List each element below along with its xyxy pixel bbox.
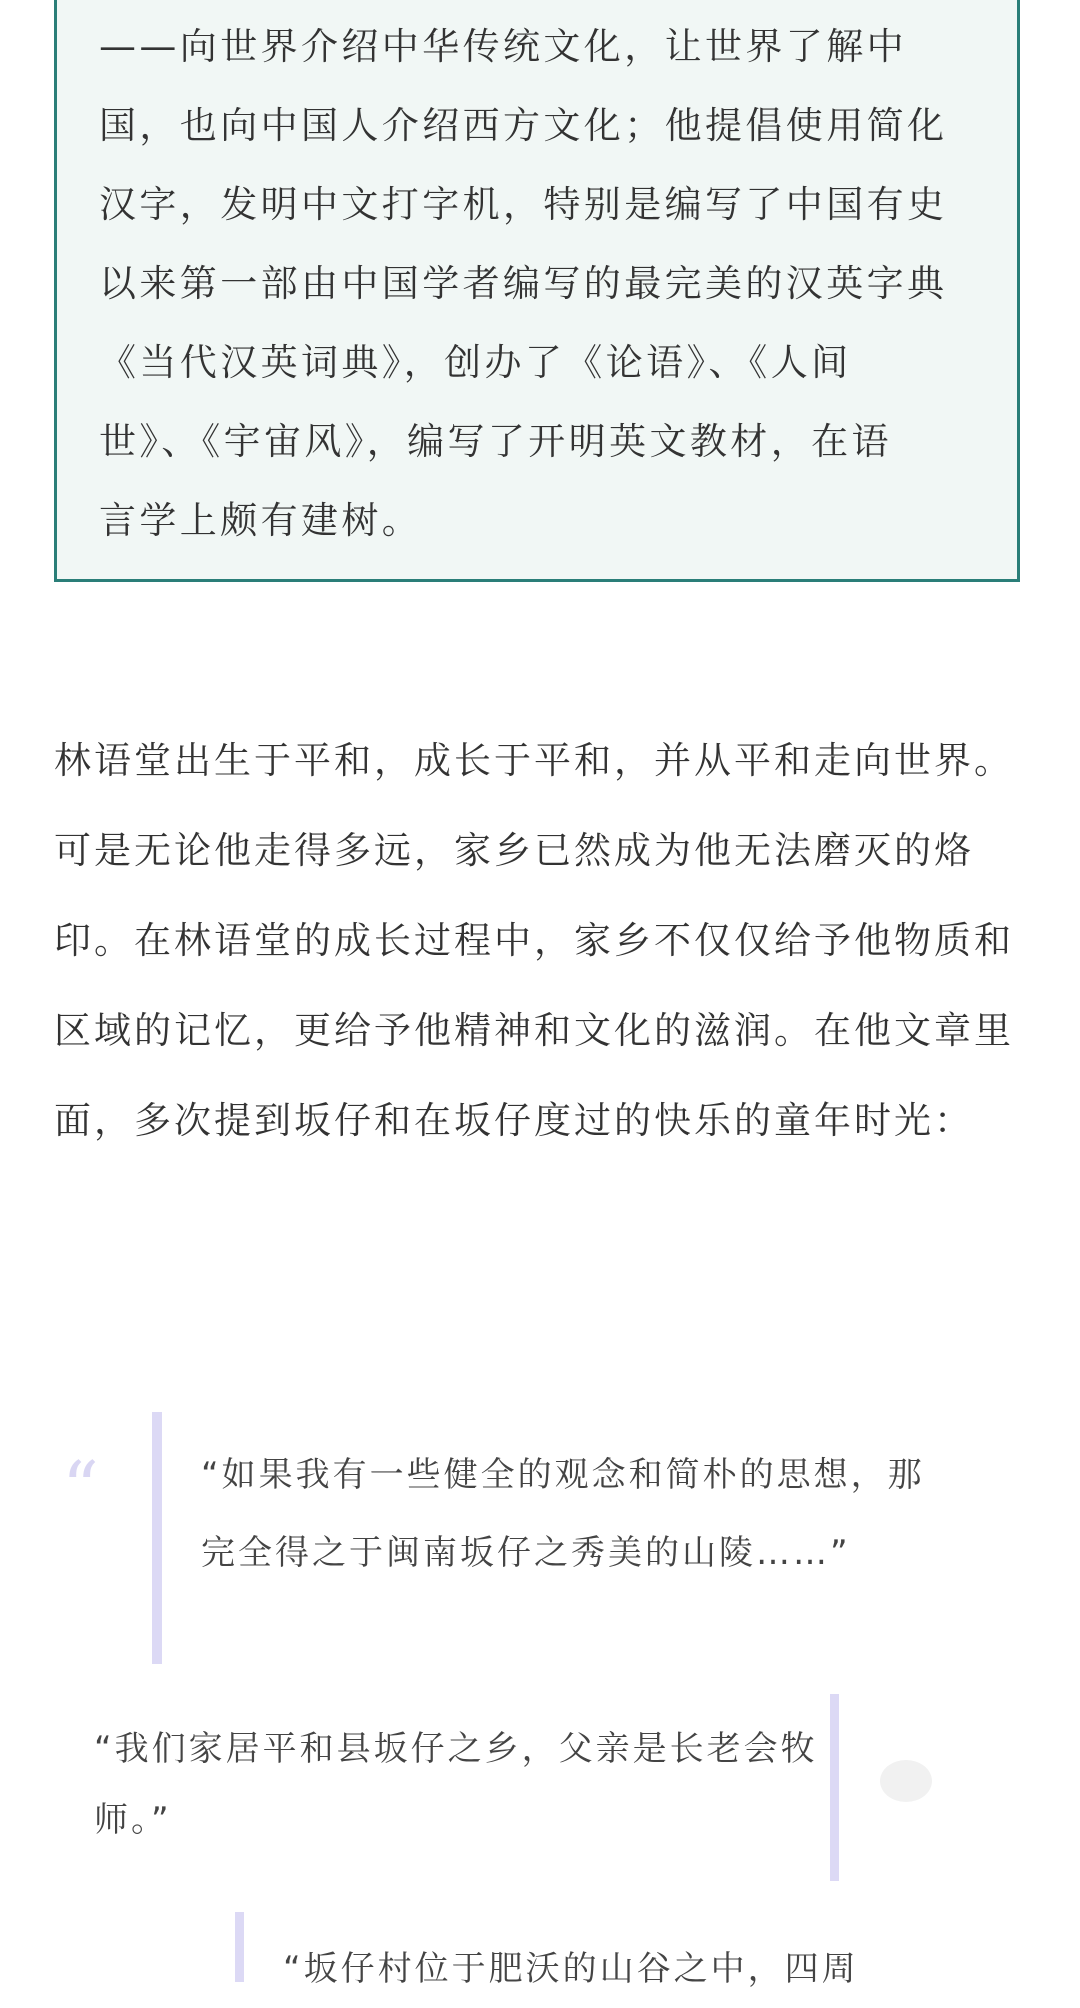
quote-bar bbox=[830, 1694, 839, 1881]
intro-line: 世》、《宇宙风》，编写了开明英文教材，在语 bbox=[99, 420, 892, 463]
intro-line: ——向世界介绍中华传统文化，让世界了解中 bbox=[99, 25, 907, 68]
decorative-dot bbox=[880, 1760, 932, 1802]
quote-bar bbox=[235, 1912, 244, 1982]
intro-line: 汉字，发明中文打字机，特别是编写了中国有史 bbox=[99, 183, 948, 226]
intro-line: 以来第一部由中国学者编写的最完美的汉英字典 bbox=[99, 262, 948, 305]
intro-quote-box bbox=[54, 0, 1020, 582]
quote-text: “坂仔村位于肥沃的山谷之中，四周 bbox=[283, 1949, 859, 1989]
quote-text: “如果我有一些健全的观念和简朴的思想，那完全得之于闽南坂仔之秀美的山陵……” bbox=[201, 1455, 925, 1573]
quote-text: “我们家居平和县坂仔之乡，父亲是长老会牧师。” bbox=[94, 1729, 818, 1840]
intro-line: 《当代汉英词典》，创办了《论语》、《人间 bbox=[99, 341, 852, 384]
quote-mark-icon: “ bbox=[62, 1446, 99, 1530]
intro-line: 国，也向中国人介绍西方文化；他提倡使用简化 bbox=[99, 104, 948, 147]
body-paragraph: 林语堂出生于平和，成长于平和，并从平和走向世界。可是无论他走得多远，家乡已然成为他无法磨灭的烙印。在林语堂的成长过程中，家乡不仅仅给予他物质和区域的记忆，更给予他精神和文化的滋润。在他文章里面，多次提到坂仔和在坂仔度过的快乐的童年时光： bbox=[54, 739, 1014, 1142]
intro-line: 言学上颇有建树。 bbox=[99, 499, 423, 542]
quote-bar bbox=[152, 1412, 162, 1664]
